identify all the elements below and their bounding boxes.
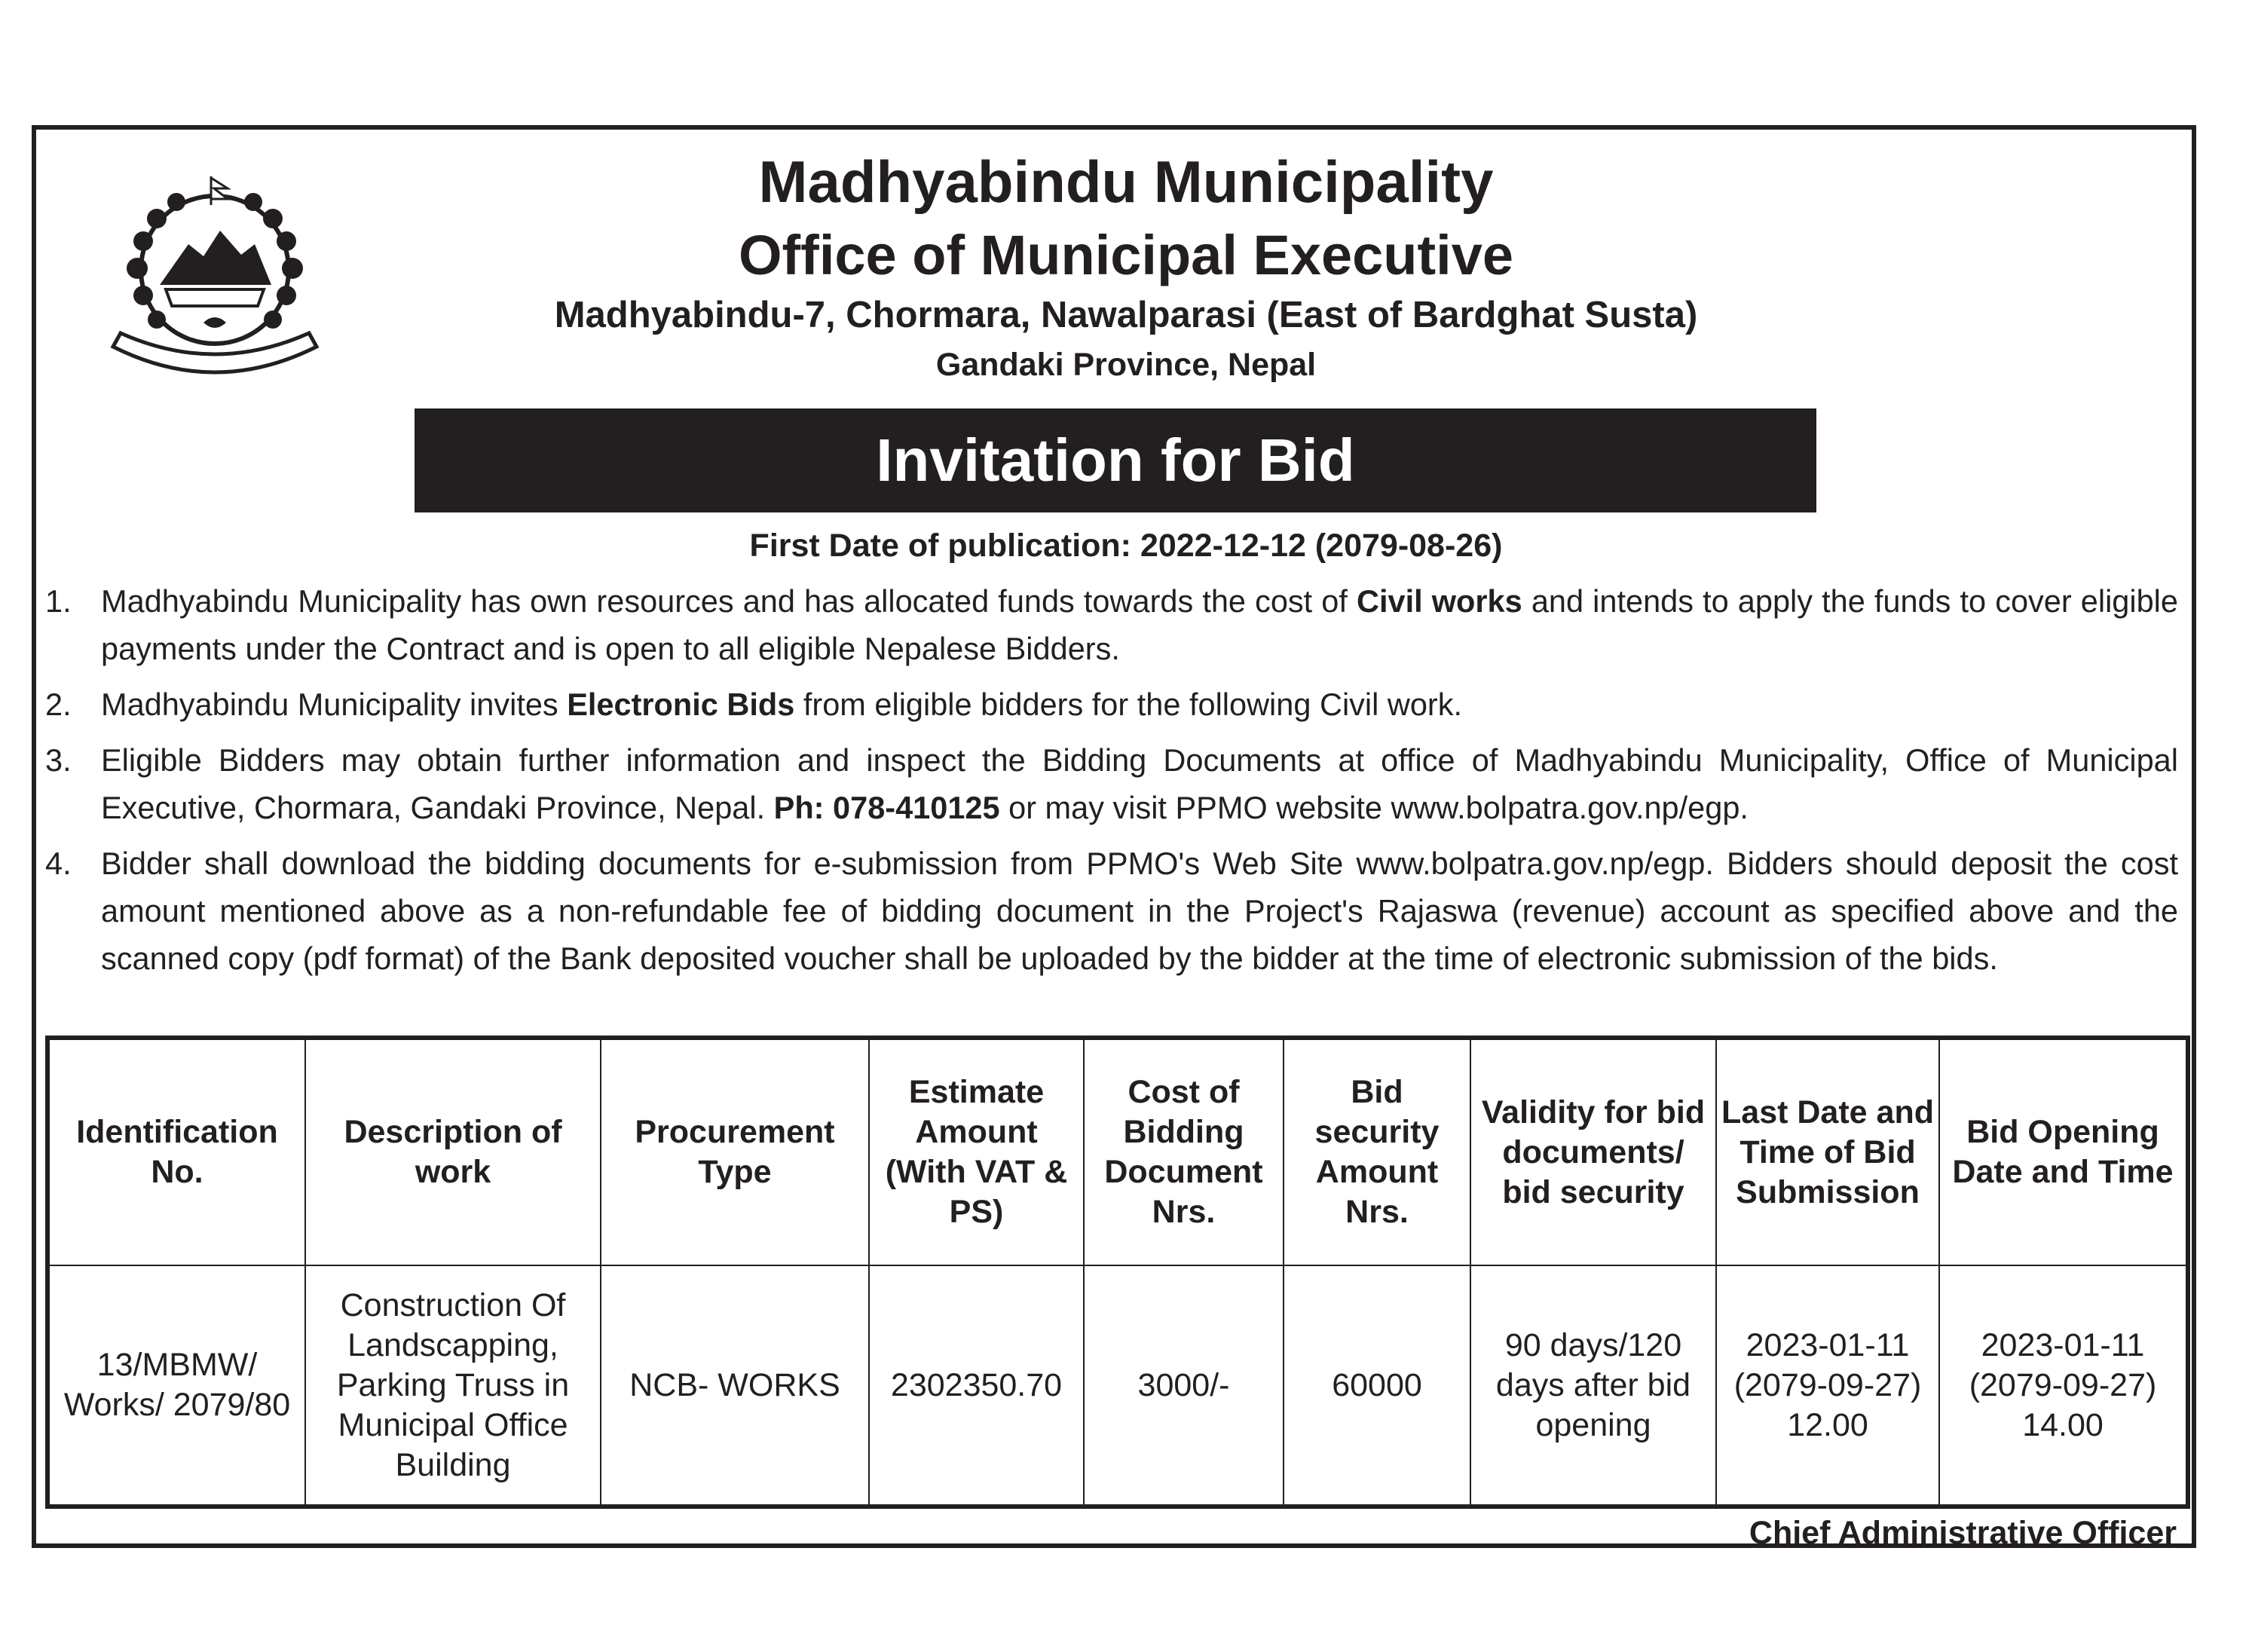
clause-bold-text: Civil works: [1357, 583, 1522, 619]
header-opening-date: Bid Opening Date and Time: [1939, 1038, 2188, 1265]
notice-clauses: [45, 577, 2178, 990]
header-procurement-type: Procurement Type: [601, 1038, 869, 1265]
cell-procurement-type: NCB- WORKS: [601, 1265, 869, 1507]
cell-identification-no: 13/MBMW/ Works/ 2079/80: [47, 1265, 305, 1507]
clause-bold-text: Ph: 078-410125: [773, 790, 1000, 825]
header-description: Description of work: [305, 1038, 601, 1265]
office-name: Office of Municipal Executive: [738, 224, 1513, 286]
province: Gandaki Province, Nepal: [935, 347, 1317, 383]
signatory-title: Chief Administrative Officer: [1749, 1515, 2177, 1551]
cell-opening-date: 2023-01-11 (2079-09-27) 14.00: [1939, 1265, 2188, 1507]
cell-submission-date: 2023-01-11 (2079-09-27) 12.00: [1716, 1265, 1939, 1507]
table-header-row: [47, 1038, 2188, 1265]
clause-bold-text: Electronic Bids: [567, 687, 795, 722]
cell-description: Construction Of Landscapping, Parking Truss in Municipal Office Building: [305, 1265, 601, 1507]
organization-name: Madhyabindu Municipality: [758, 148, 1494, 215]
clause-item: [45, 577, 2178, 672]
cell-estimate-amount: 2302350.70: [869, 1265, 1084, 1507]
clause-text: from eligible bidders for the following Civil work.: [794, 687, 1463, 722]
clause-number: 1.: [45, 583, 72, 619]
clause-text: and intends to apply the funds to cover eligible payments under the Contract and is open to all eligible Nepalese Bidders.: [101, 583, 2178, 666]
clause-item: [45, 681, 2178, 728]
clause-text: Eligible Bidders may obtain further information and inspect the Bidding Documents at office of Madhyabindu Municipality, Office of Municipal Executive, Chormara, Gandaki Province, Nepal.: [101, 742, 2178, 825]
office-address: Madhyabindu-7, Chormara, Nawalparasi (East of Bardghat Susta): [554, 295, 1698, 335]
clause-text: Madhyabindu Municipality invites: [101, 687, 568, 722]
header-bid-security: Bid security Amount Nrs.: [1284, 1038, 1470, 1265]
cell-bid-security: 60000: [1284, 1265, 1470, 1507]
clause-text: Madhyabindu Municipality has own resources and has allocated funds towards the cost of: [101, 583, 1357, 619]
header-submission-date: Last Date and Time of Bid Submission: [1716, 1038, 1939, 1265]
clause-number: 2.: [45, 687, 72, 722]
publication-date: First Date of publication: 2022-12-12 (2079-08-26): [749, 528, 1503, 564]
header-estimate-amount: Estimate Amount (With VAT & PS): [869, 1038, 1084, 1265]
header-identification-no: Identification No.: [47, 1038, 305, 1265]
header-validity: Validity for bid documents/ bid security: [1470, 1038, 1716, 1265]
cell-document-cost: 3000/-: [1084, 1265, 1284, 1507]
clause-item: [45, 840, 2178, 982]
table-row: [47, 1265, 2188, 1507]
notice-title-banner: Invitation for Bid: [415, 408, 1816, 512]
clause-number: 4.: [45, 846, 72, 881]
clause-text: Bidder shall download the bidding documents for e-submission from PPMO's Web Site www.bolpatra.gov.np/egp. Bidders should deposit the cost amount mentioned above as a non-refundable fee of bidding document in the Project's Rajaswa (revenue) account as specified above and the scanned copy (pdf format) of the Bank deposited voucher shall be uploaded by the bidder at the time of electronic submission of the bids.: [101, 846, 2178, 976]
clause-number: 3.: [45, 742, 72, 778]
cell-validity: 90 days/120 days after bid opening: [1470, 1265, 1716, 1507]
bid-details-table: [45, 1036, 2190, 1509]
clause-text: or may visit PPMO website www.bolpatra.gov.np/egp.: [999, 790, 1749, 825]
header-document-cost: Cost of Bidding Document Nrs.: [1084, 1038, 1284, 1265]
clause-item: [45, 736, 2178, 831]
